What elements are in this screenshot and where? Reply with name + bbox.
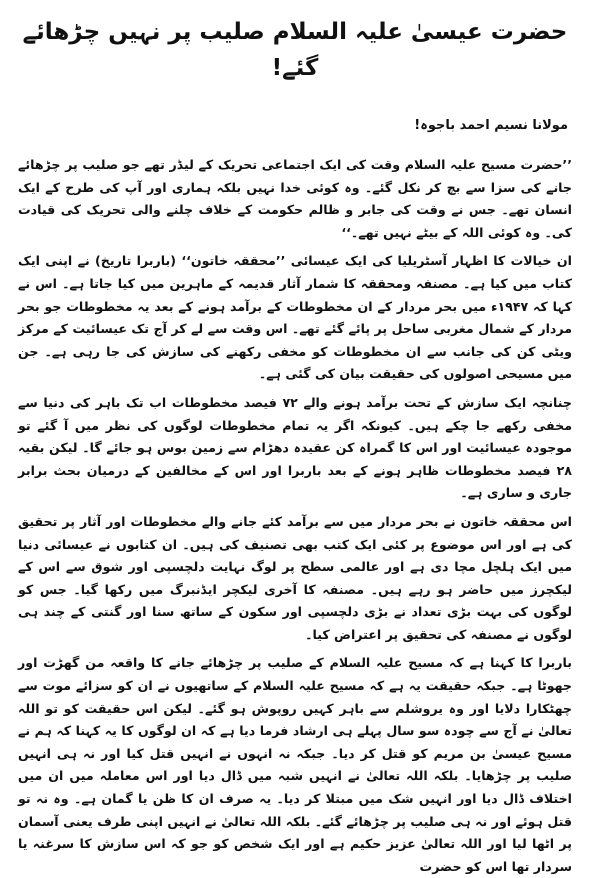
paragraph: ان خیالات کا اظہار آسٹریلیا کی ایک عیسائی ’’محققہ خاتون‘‘ (باربرا تاریخ) نے اپنی ایک کتاب میں کیا ہے۔ مصنفہ ومحققہ کا شمار آثار قدیمہ کے ماہرین میں کیا جاتا ہے۔ اس نے کہا کہ ۱۹۴۷ء میں بحر مردار کے ان مخطوطات کے برآمد ہونے کے بعد یہ مخطوطات جو بحر مردار کے شمال مغربی ساحل پر پائے گئے تھے۔ اس وقت سے لے کر آج تک عیسائیت کے مرکز ویٹی کن کی جانب سے ان مخطوطات کو مخفی رکھنے کی سازش کی جا رہی ہے۔ جن میں مسیحی اصولوں کی حقیقت بیان کی گئی ہے۔ xyxy=(18,253,573,382)
paragraph: ’’حضرت مسیح علیہ السلام وقت کی ایک اجتماعی تحریک کے لیڈر تھے جو صلیب پر چڑھائے جانے کی سزا سے بچ کر نکل گئے۔ وہ کوئی خدا نہیں بلکہ ہماری اور آپ کی طرح کے ایک انسان تھے۔ جس نے وقت کی جابر و ظالم حکومت کے خلاف چلنے والی تحریک کی قیادت کی۔ وہ کوئی اللہ کے بیٹے نہیں تھے۔‘‘ xyxy=(18,157,572,240)
article-title: حضرت عیسیٰ علیہ السلام صلیب پر نہیں چڑھائے گئے! xyxy=(22,19,568,81)
paragraph: باربرا کا کہنا ہے کہ مسیح علیہ السلام کے صلیب پر چڑھائے جانے کا واقعہ من گھڑت اور جھوٹا ہے۔ جبکہ حقیقت یہ ہے کہ مسیح علیہ السلام کے ساتھیوں نے ان کو سزائے موت سے چھٹکارا دلایا اور وہ یروشلم سے باہر کہیں روپوش ہو گئے۔ لیکن اس حقیقت کو تو اللہ تعالیٰ نے آج سے چودہ سو سال پہلے ہی ارشاد فرما دیا ہے کہ ان لوگوں کا یہ کہنا کہ ہم نے مسیح عیسیٰ بن مریم کو قتل کر دیا۔ جبکہ نہ انہوں نے انہیں قتل کیا اور نہ ہی انہیں صلیب پر چڑھایا۔ بلکہ اللہ تعالیٰ نے انہیں شبہ میں ڈال دیا اور اس معاملہ میں ان میں اختلاف ڈال دیا اور انہیں شک میں مبتلا کر دیا۔ یہ صرف ان کا ظن یا گمان ہے۔ وہ نہ تو قتل ہوئے اور نہ ہی صلیب پر چڑھائے گئے۔ بلکہ اللہ تعالیٰ نے انہیں اپنی طرف یعنی آسمان پر اٹھا لیا اور اللہ تعالیٰ عزیز حکیم ہے اور ایک شخص کو جو کہ اس سازش کا سرغنہ یا سردار تھا اس کو حضرت xyxy=(18,655,572,874)
paragraph: چنانچہ ایک سازش کے تحت برآمد ہونے والے ۷۲ فیصد مخطوطات اب تک باہر کی دنیا سے مخفی رکھے جا چکے ہیں۔ کیونکہ اگر یہ تمام مخطوطات لوگوں کی نظر میں آ گئے تو موجودہ عیسائیت اور اس کا گمراہ کن عقیدہ دھڑام سے زمین بوس ہو جائے گا۔ لیکن بقیہ ۲۸ فیصد مخطوطات ظاہر ہونے کے بعد باربرا اور اس کے مخالفین کے درمیان بحث برابر جاری و ساری ہے۔ xyxy=(18,394,572,501)
author-name: مولانا نسیم احمد باجوہ! xyxy=(414,118,568,133)
paragraph: اس محققہ خاتون نے بحر مردار میں سے برآمد کئے جانے والے مخطوطات اور آثار پر تحقیق کی ہے اور اس موضوع پر کئی ایک کتب بھی تصنیف کی ہیں۔ ان کتابوں نے عیسائی دنیا میں ایک ہلچل مچا دی ہے اور عالمی سطح پر لوگ نہایت دلچسپی اور شوق سے اس کے لیکچرز میں حاضر ہو رہے ہیں۔ مصنفہ کا آخری لیکچر ایڈنبرگ میں رکھا گیا۔ جس کو لوگوں کی بہت بڑی تعداد نے بڑی دلچسپی اور سکون کے ساتھ سنا اور گنتی کے چند ہی لوگوں نے مصنفہ کی تحقیق پر اعتراض کیا۔ xyxy=(18,513,572,642)
